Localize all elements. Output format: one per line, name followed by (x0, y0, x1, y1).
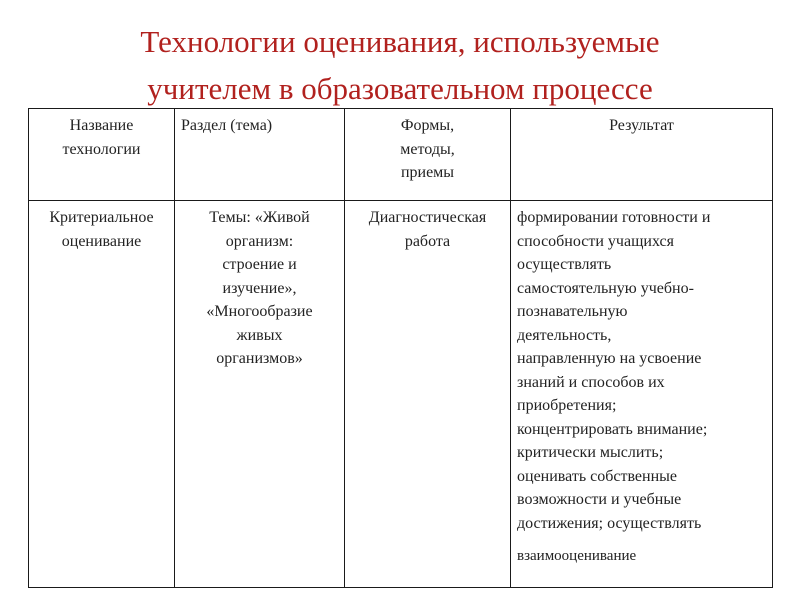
technology-table (28, 108, 773, 588)
cell-topic: Темы: «Живой организм: строение и изучение», «Многообразие живых организмов» (175, 201, 345, 588)
header-technology-name: Название технологии (29, 109, 175, 201)
table-row (29, 201, 773, 588)
cell-technology: Критериальное оценивание (29, 201, 175, 588)
cell-forms: Диагностическая работа (345, 201, 511, 588)
header-forms-methods: Формы, методы, приемы (345, 109, 511, 201)
header-section-topic: Раздел (тема) (175, 109, 345, 201)
table-header-row (29, 109, 773, 201)
title-line-1: Технологии оценивания, используемые (140, 24, 660, 59)
page-title (0, 18, 800, 112)
header-result: Результат (511, 109, 773, 201)
title-line-2: учителем в образовательном процессе (147, 71, 653, 106)
cell-result: формировании готовности и способности учащихся осуществлять самостоятельную учебно- познавательную деятельность, направленную на усвоение знаний и способов их приобретения; концентрировать внимание; критически мыслить; оценивать собственные возможности и учебные достижения; осуществлять взаимооценивание (511, 201, 773, 588)
